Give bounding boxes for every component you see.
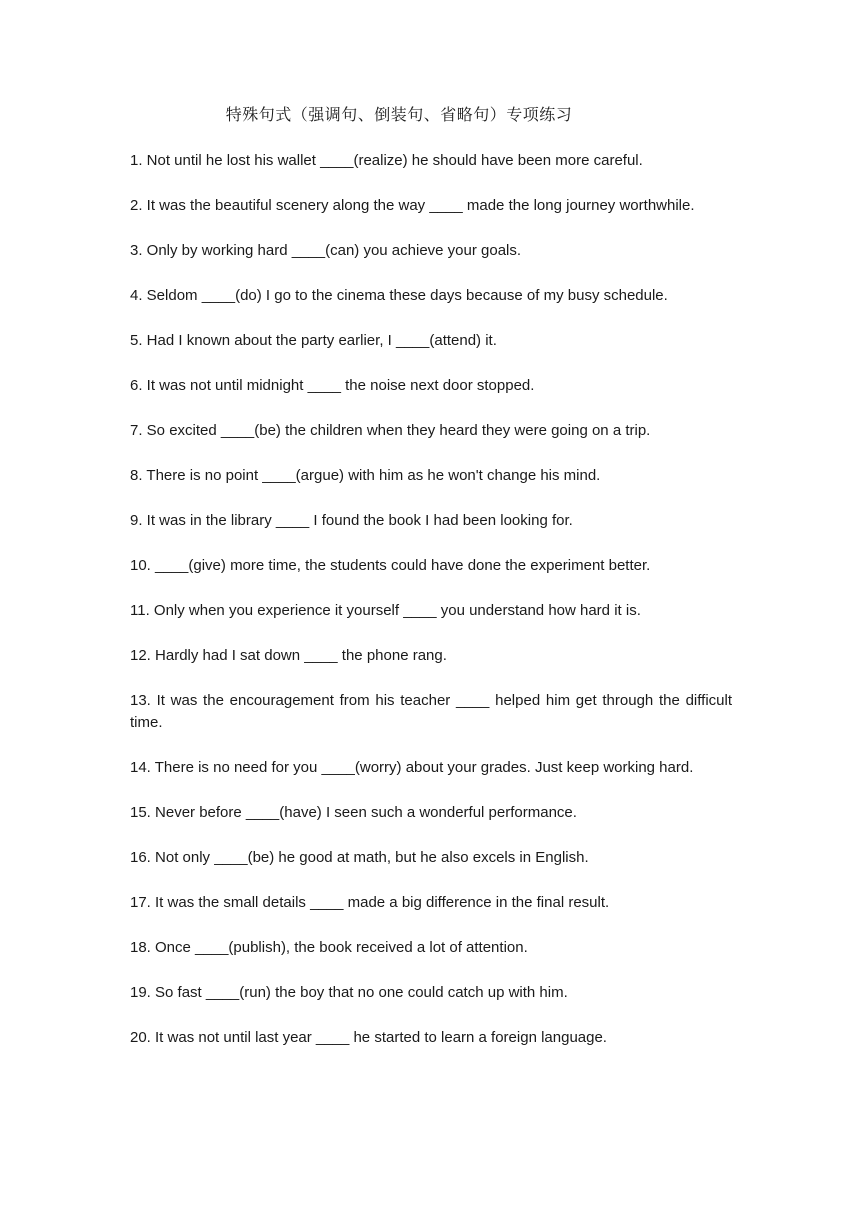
question-item: 19. So fast ____(run) the boy that no one could catch up with him.: [130, 984, 568, 1001]
question-item: 7. So excited ____(be) the children when they heard they were going on a trip.: [130, 422, 651, 439]
question-item: 11. Only when you experience it yourself ____ you understand how hard it is.: [130, 602, 641, 619]
question-item: 1. Not until he lost his wallet ____(realize) he should have been more careful.: [130, 152, 643, 169]
question-item: 14. There is no need for you ____(worry) about your grades. Just keep working hard.: [130, 759, 694, 776]
question-item: 20. It was not until last year ____ he started to learn a foreign language.: [130, 1029, 607, 1046]
question-item: 6. It was not until midnight ____ the noise next door stopped.: [130, 377, 535, 394]
question-item: 2. It was the beautiful scenery along the way ____ made the long journey worthwhile.: [130, 197, 695, 214]
question-item: 10. ____(give) more time, the students could have done the experiment better.: [130, 557, 651, 574]
question-item: 12. Hardly had I sat down ____ the phone rang.: [130, 647, 447, 664]
question-item: 5. Had I known about the party earlier, I ____(attend) it.: [130, 332, 497, 349]
question-item: 9. It was in the library ____ I found the book I had been looking for.: [130, 512, 573, 529]
question-item: 16. Not only ____(be) he good at math, but he also excels in English.: [130, 849, 589, 866]
question-item: 13. It was the encouragement from his teacher ____ helped him get through the difficult time.: [130, 692, 732, 731]
question-list: [130, 150, 732, 1072]
question-item: 3. Only by working hard ____(can) you achieve your goals.: [130, 242, 522, 259]
page-title: 特殊句式（强调句、倒装句、省略句）专项练习: [225, 105, 573, 124]
question-item: 17. It was the small details ____ made a big difference in the final result.: [130, 894, 610, 911]
question-item: 18. Once ____(publish), the book received a lot of attention.: [130, 939, 528, 956]
question-item: 15. Never before ____(have) I seen such a wonderful performance.: [130, 804, 577, 821]
question-item: 8. There is no point ____(argue) with him as he won't change his mind.: [130, 467, 601, 484]
question-item: 4. Seldom ____(do) I go to the cinema these days because of my busy schedule.: [130, 287, 668, 304]
